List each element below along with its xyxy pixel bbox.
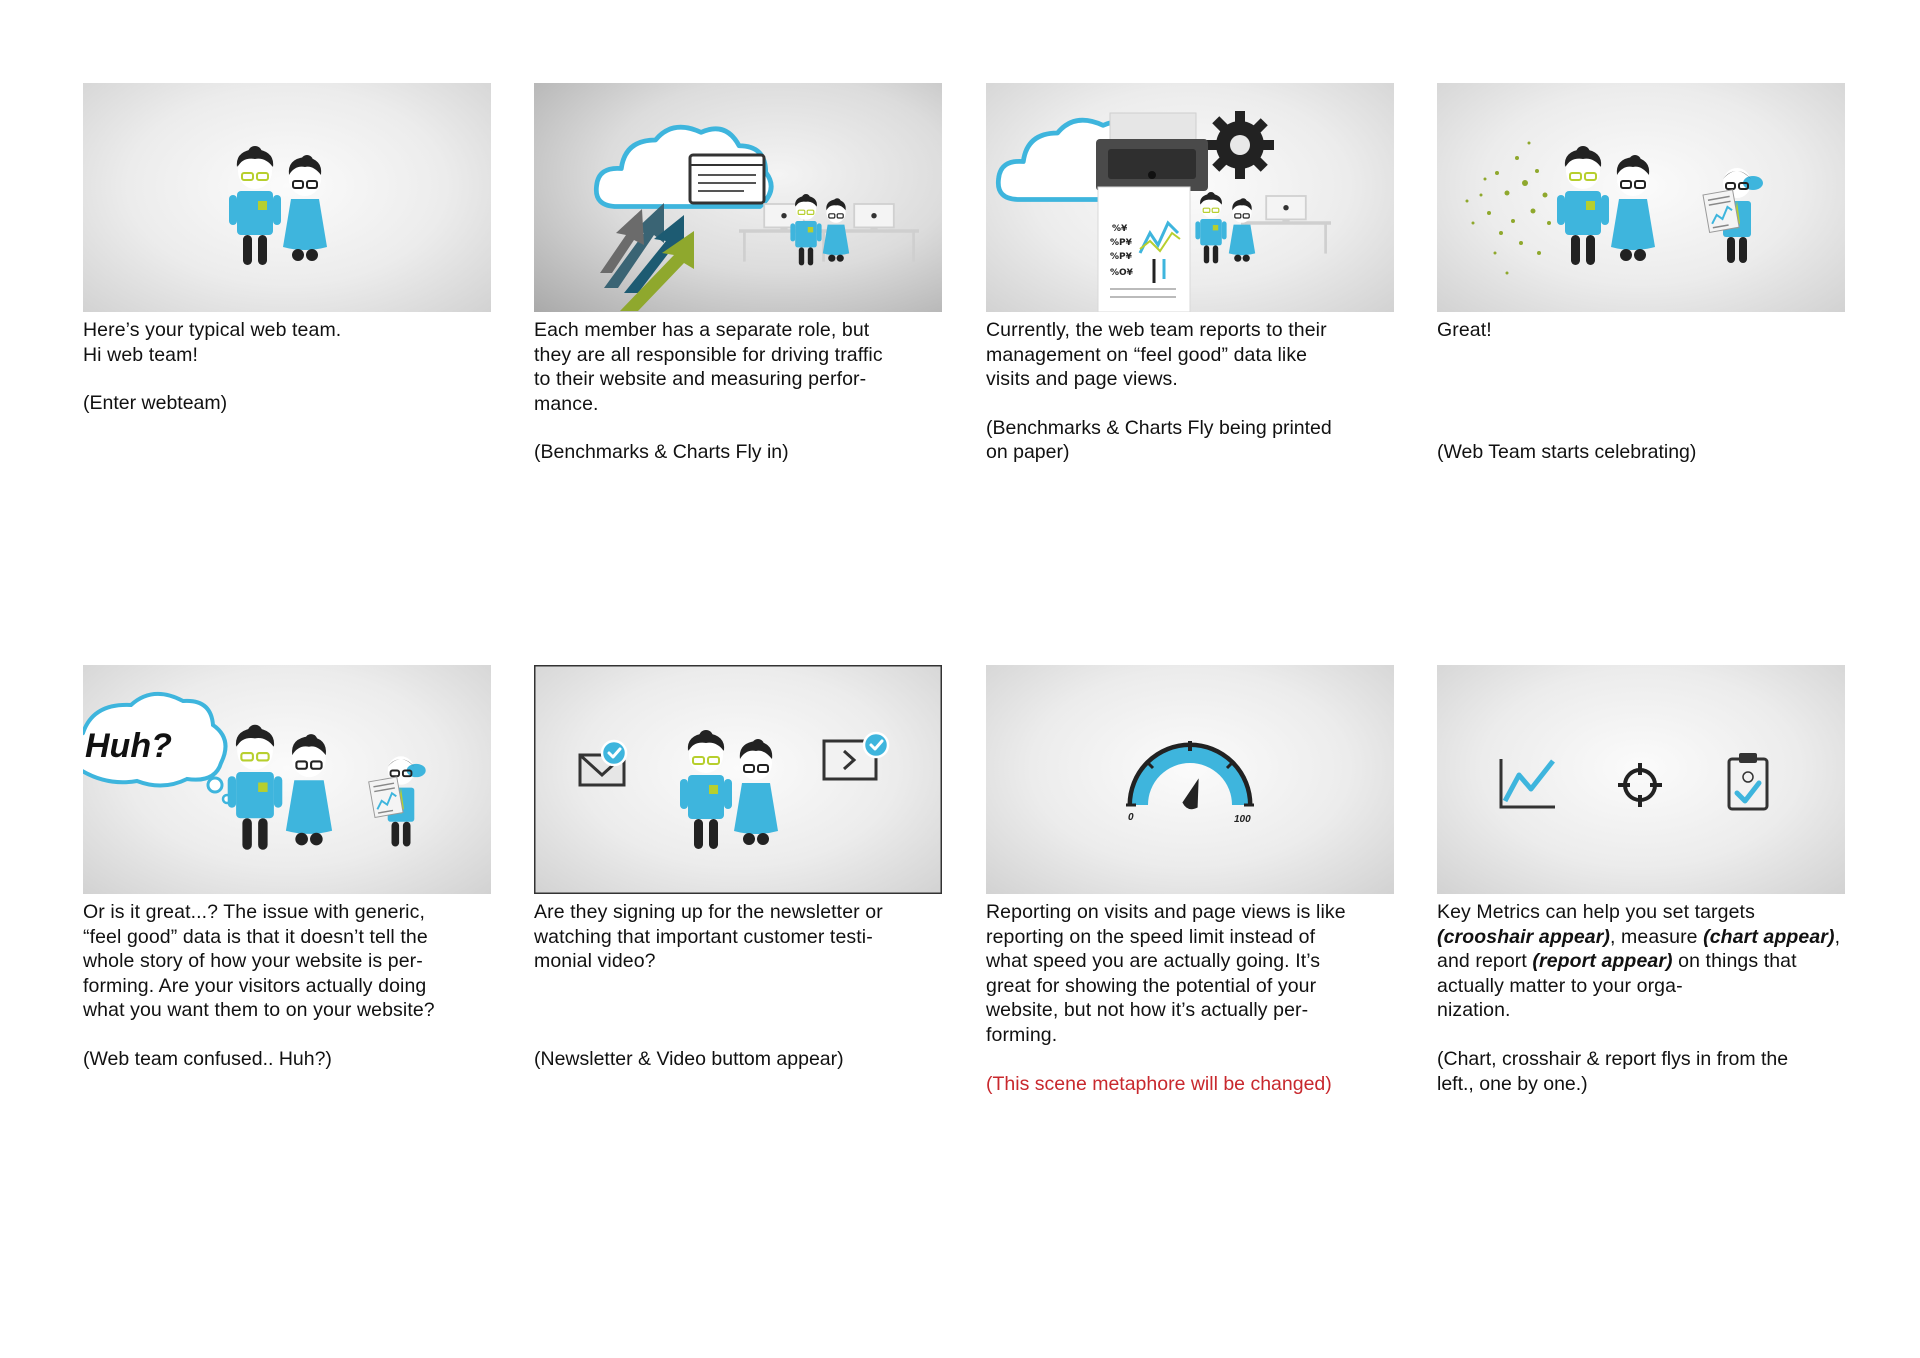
storyboard-panel-8 — [1437, 665, 1845, 1096]
scene-frame-confused — [83, 665, 491, 894]
video-play-icon — [824, 733, 888, 779]
svg-text:%¥: %¥ — [1112, 224, 1128, 234]
storyboard-panel-4 — [1437, 83, 1845, 464]
huh-thought-bubble — [83, 694, 231, 803]
charts-fly-in-illustration — [534, 83, 942, 312]
stage-direction: (Newsletter & Video buttom appear) — [534, 1047, 844, 1070]
storyboard-panel-5 — [83, 665, 491, 1072]
panel-caption: Great! — [1437, 319, 1492, 341]
speedometer-icon — [1126, 741, 1254, 825]
panel-caption: Or is it great...? The issue with generic, “feel good” data is that it doesn’t tell the whole story of how your website is per- forming. Are your visitors actually doing what you want them to on your website? — [83, 901, 435, 1022]
cue-crosshair: (crooshair appear) — [1437, 925, 1611, 948]
svg-text:%P¥: %P¥ — [1110, 252, 1132, 262]
storyboard-panel-7 — [986, 665, 1394, 1096]
caption-text: , and report — [1437, 925, 1841, 973]
stage-direction: (Benchmarks & Charts Fly in) — [534, 441, 789, 464]
celebrating-team-illustration — [1437, 83, 1845, 312]
confused-team-illustration — [83, 665, 491, 894]
printer-illustration — [986, 83, 1394, 312]
scene-frame-celebrating — [1437, 83, 1845, 312]
svg-text:0: 0 — [1128, 812, 1134, 823]
caption-text: , measure — [1610, 925, 1704, 948]
storyboard-panel-2 — [534, 83, 942, 465]
newsletter-video-illustration — [534, 665, 942, 894]
printed-report — [1098, 187, 1190, 312]
stage-direction: (Enter webteam) — [83, 392, 228, 415]
panel-caption: Reporting on visits and page views is like reporting on the speed limit instead of what speed you are actually going. It’s great for showing the potential of your website, but not how it’s actually per- forming. — [986, 901, 1346, 1046]
panel-caption-rich — [1437, 900, 1845, 1023]
speedometer-illustration — [986, 665, 1394, 894]
gear-icon — [1206, 111, 1274, 179]
scene-frame-newsletter-video — [534, 665, 942, 894]
panel-caption: Here’s your typical web team. Hi web team! — [83, 319, 342, 366]
svg-text:%P¥: %P¥ — [1110, 238, 1132, 248]
storyboard-panel-1 — [83, 83, 491, 416]
svg-text:100: 100 — [1234, 814, 1251, 825]
stage-direction: (Benchmarks & Charts Fly being printed on paper) — [986, 416, 1332, 464]
storyboard-panel-6 — [534, 665, 942, 1071]
panel-caption: Are they signing up for the newsletter or watching that important customer testi- monial video? — [534, 901, 883, 973]
scene-frame-enter-webteam — [83, 83, 491, 312]
svg-text:Huh?: Huh? — [85, 727, 172, 765]
scene-frame-speedometer — [986, 665, 1394, 894]
printer-icon — [1096, 113, 1208, 191]
chart-icon — [1501, 759, 1555, 807]
scene-frame-key-metrics — [1437, 665, 1845, 894]
web-team-illustration — [83, 83, 491, 312]
stage-direction: (Chart, crosshair & report flys in from the left., one by one.) — [1437, 1047, 1789, 1095]
scene-frame-charts-printed — [986, 83, 1394, 312]
envelope-icon — [580, 741, 626, 785]
arrows-graphic — [600, 203, 694, 311]
stage-direction: (Web team confused.. Huh?) — [83, 1047, 332, 1070]
caption-text: Key Metrics can help you set targets — [1437, 901, 1755, 923]
panel-caption: Each member has a separate role, but they are all responsible for driving traffic to their website and measuring perfor- mance. — [534, 319, 883, 415]
cue-report: (report appear) — [1532, 950, 1673, 973]
confetti-graphic — [1466, 142, 1552, 275]
browser-window-icon — [690, 155, 764, 203]
panel-caption: Currently, the web team reports to their management on “feel good” data like visits and page views. — [986, 319, 1327, 391]
key-metrics-illustration — [1437, 665, 1845, 894]
stage-direction: (Web Team starts celebrating) — [1437, 440, 1697, 463]
crosshair-icon — [1618, 763, 1662, 807]
storyboard-panel-3 — [986, 83, 1394, 465]
scene-frame-charts-fly-in — [534, 83, 942, 312]
clipboard-report-icon — [1729, 753, 1767, 809]
svg-text:%O¥: %O¥ — [1110, 268, 1133, 278]
caption-text: on things that actually matter to your orga- nization. — [1437, 950, 1797, 1022]
cue-chart: (chart appear) — [1703, 925, 1835, 948]
stage-direction: (This scene metaphore will be changed) — [986, 1072, 1332, 1095]
